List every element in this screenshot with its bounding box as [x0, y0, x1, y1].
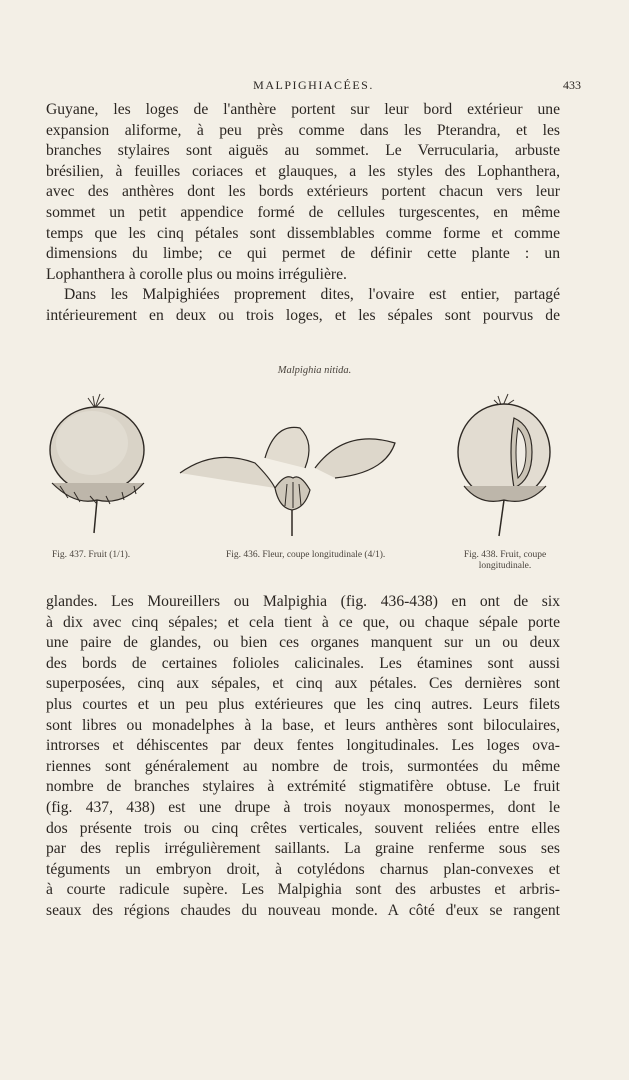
text-line: dos présente trois ou cinq crêtes verticales, souvent reliées entre elles	[46, 819, 560, 837]
running-header	[46, 78, 581, 96]
text-line: intérieurement en deux ou trois loges, et les sépales sont pourvus de	[46, 306, 560, 324]
figure-group	[40, 388, 580, 538]
fruit-section-illustration	[450, 388, 565, 538]
paragraph-block-bottom	[46, 592, 560, 922]
text-line: sont libres ou monadelphes à la base, et leurs anthères sont biloculaires,	[46, 716, 560, 734]
figure-caption-436: Fig. 436. Fleur, coupe longitudinale (4/1).	[226, 550, 386, 560]
text-line: expansion aliforme, à peu près comme dans les Pterandra, et les	[46, 121, 560, 139]
figure-caption-438: Fig. 438. Fruit, coupe longitudinale.	[463, 550, 547, 571]
text-line: téguments un embryon droit, à cotylédons charnus plan-convexes et	[46, 860, 560, 878]
text-line: à courte radicule supère. Les Malpighia sont des arbustes et arbris-	[46, 881, 560, 899]
text-line: Lophanthera à corolle plus ou moins irrégulière.	[46, 265, 347, 283]
text-line: par des replis irrégulièrement saillants. La graine renferme sous ses	[46, 840, 560, 858]
flower-section-illustration	[175, 418, 400, 538]
text-line: Guyane, les loges de l'anthère portent sur leur bord extérieur une	[46, 101, 560, 118]
text-line: Dans les Malpighiées proprement dites, l'ovaire est entier, partagé	[64, 286, 560, 304]
running-title: MALPIGHIACÉES.	[253, 78, 374, 92]
page-number: 433	[563, 78, 581, 92]
text-line: brésilien, à feuilles coriaces et glauques, a les styles des Lophanthera,	[46, 162, 560, 180]
text-line: introrses et déhiscentes par deux fentes longitudinales. Les loges ova-	[46, 737, 560, 755]
text-line: riennes sont généralement au nombre de trois, surmontées du même	[46, 757, 560, 775]
text-line: à dix avec cinq sépales; et cela tient à ce que, ou chaque sépale porte	[46, 613, 560, 631]
text-line: glandes. Les Moureillers ou Malpighia (fig. 436-438) en ont de six	[46, 593, 560, 610]
text-line: des bords de certaines folioles calicinales. Les étamines sont aussi	[46, 654, 560, 672]
text-line: nombre de branches stylaires à extrémité stigmatifère obtuse. Le fruit	[46, 778, 560, 796]
text-line: (fig. 437, 438) est une drupe à trois noyaux monospermes, dont le	[46, 798, 560, 816]
text-line: sommet un petit appendice formé de cellules turgescentes, en même	[46, 203, 560, 221]
figure-caption-437: Fig. 437. Fruit (1/1).	[52, 550, 131, 560]
text-line: temps que les cinq pétales sont dissemblables comme forme et comme	[46, 224, 560, 242]
text-line: branches stylaires sont aiguës au sommet. Le Verrucularia, arbuste	[46, 142, 560, 160]
figure-title: Malpighia nitida.	[277, 365, 352, 376]
text-line: seaux des régions chaudes du nouveau monde. A côté d'eux se rangent	[46, 901, 560, 919]
paragraph-block-top	[46, 100, 560, 327]
text-line: dimensions du limbe; ce qui permet de définir cette plante : un	[46, 245, 560, 263]
text-line: plus courtes et un peu plus extérieures que les cinq autres. Leurs filets	[46, 695, 560, 713]
text-line: une paire de glandes, ou bien ces organes manquent sur un ou deux	[46, 634, 560, 652]
text-line: superposées, cinq aux sépales, et cinq aux pétales. Ces dernières sont	[46, 675, 560, 693]
text-line: avec des anthères dont les bords extérieurs portent chacun vers leur	[46, 183, 560, 201]
fruit-illustration	[40, 388, 160, 538]
